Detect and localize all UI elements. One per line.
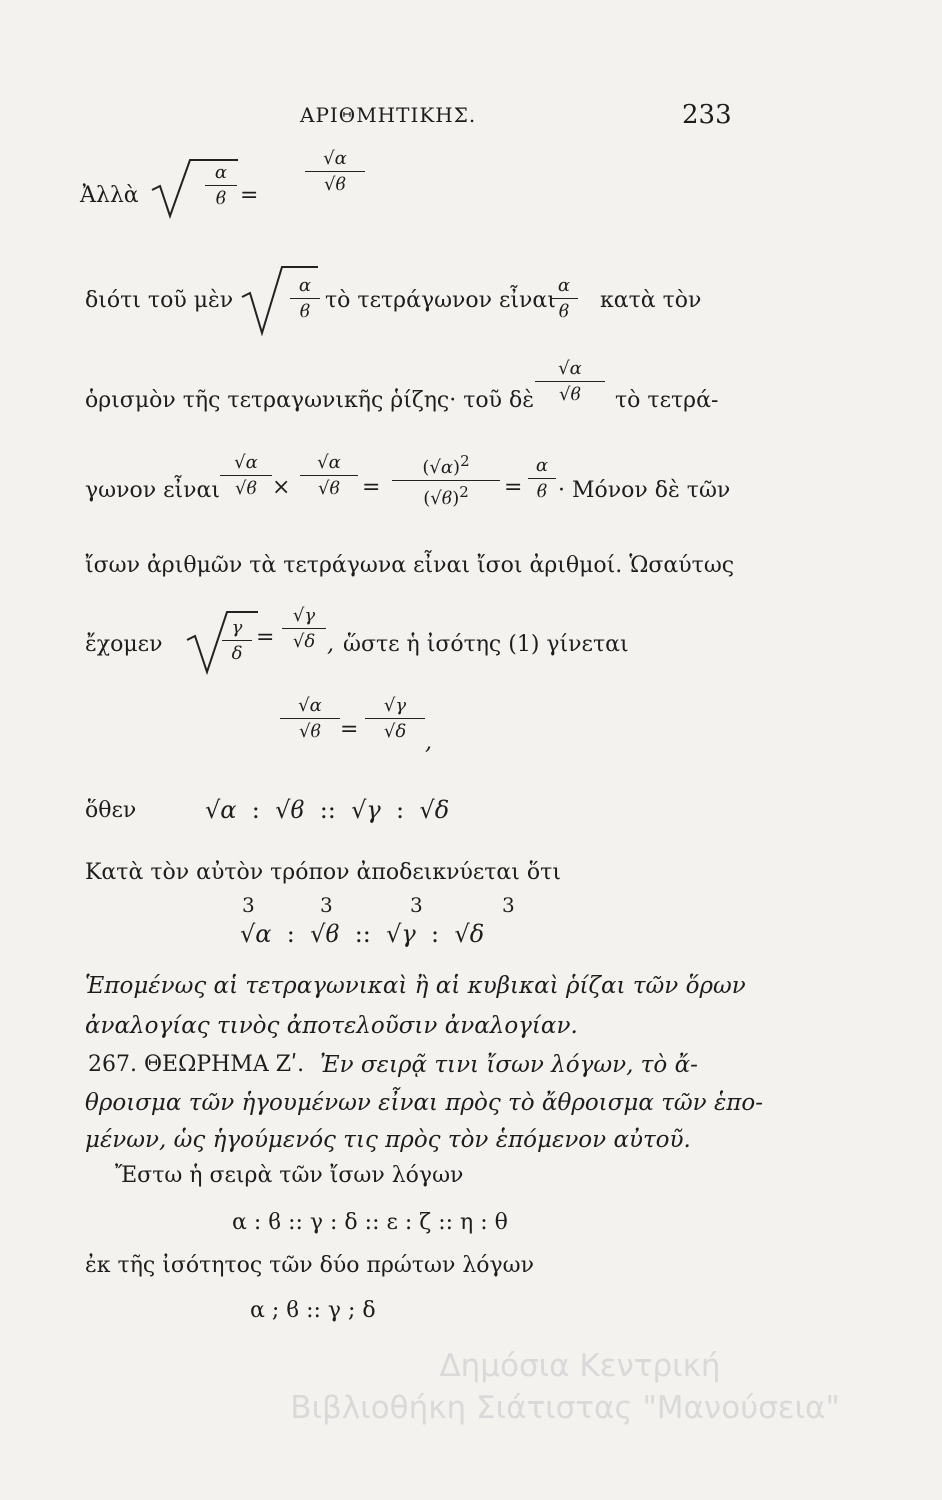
- text-echomen: ἔχομεν: [85, 632, 163, 657]
- text-alla: Ἀλλὰ: [80, 183, 139, 208]
- fraction: [305, 148, 365, 195]
- text-hoste: ὥστε ἡ ἰσότης (1) γίνεται: [343, 632, 629, 657]
- text-monon: · Μόνον δὲ τῶν: [558, 478, 731, 503]
- text-ison-arithmon: ἴσων ἀριθμῶν τὰ τετράγωνα εἶναι ἴσοι ἀριθμοί. Ὡσαύτως: [85, 553, 735, 578]
- text-epomenos-2: ἀναλογίας τινὸς ἀποτελοῦσιν ἀναλογίαν.: [85, 1013, 578, 1039]
- last-equation: α ; ϐ :: γ ; δ: [250, 1298, 376, 1323]
- numerator: α: [528, 455, 556, 479]
- equals-sign: =: [256, 625, 275, 650]
- text-epomenos-1: Ἑπομένως αἱ τετραγωνικαὶ ἢ αἱ κυβικαὶ ῥίζαι τῶν ὅρων: [85, 973, 746, 999]
- fraction: [535, 358, 605, 405]
- root-index: 3: [410, 893, 423, 917]
- fraction: [300, 452, 358, 499]
- watermark-line-1: Δημόσια Κεντρική: [439, 1348, 721, 1384]
- text-ek-tis: ἐκ τῆς ἰσότητος τῶν δύο πρώτων λόγων: [85, 1253, 534, 1278]
- denominator: √ϐ: [559, 384, 581, 405]
- equals-sign: =: [362, 475, 381, 500]
- text-gonon: γωνον εἶναι: [85, 478, 220, 503]
- denominator: √ϐ: [235, 478, 257, 499]
- text-to-tetra: τὸ τετρά-: [615, 388, 719, 413]
- root-index: 3: [320, 893, 333, 917]
- text-kata-ton-auton: Κατὰ τὸν αὐτὸν τρόπον ἀποδεικνύεται ὅτι: [85, 860, 561, 885]
- running-header: ΑΡΙΘΜΗΤΙΚΗΣ.: [300, 103, 477, 127]
- text-theorem-3: μένων, ὡς ἡγούμενός τις πρὸς τὸν ἑπόμενον αὐτοῦ.: [85, 1127, 691, 1153]
- page-number: 233: [682, 100, 732, 130]
- fraction: [365, 695, 425, 742]
- denominator: ϐ: [536, 481, 548, 502]
- series-equation: α : ϐ :: γ : δ :: ε : ζ :: η : θ: [232, 1210, 508, 1235]
- numerator: α: [205, 162, 237, 186]
- fraction: [220, 452, 272, 499]
- fraction: [280, 695, 340, 742]
- text-kata-ton: κατὰ τὸν: [600, 288, 702, 313]
- theorem-number: 267. ΘΕΩΡΗΜΑ Ζʹ.: [88, 1052, 305, 1077]
- numerator: α: [290, 275, 320, 299]
- numerator: α: [550, 275, 578, 299]
- text-orismon: ὁρισμὸν τῆς τετραγωνικῆς ῥίζης· τοῦ δὲ: [85, 388, 535, 413]
- text-tetragonon: τὸ τετράγωνον εἶναι: [325, 288, 556, 313]
- equals-sign: =: [340, 717, 359, 742]
- times-sign: ×: [272, 475, 291, 500]
- numerator: √γ: [282, 605, 326, 629]
- text-dioti: διότι τοῦ μὲν: [85, 288, 234, 313]
- numerator: √α: [280, 695, 340, 719]
- text-esto: Ἔστω ἡ σειρὰ τῶν ἴσων λόγων: [115, 1163, 464, 1188]
- denominator: √ϐ: [299, 721, 321, 742]
- equals-sign: =: [240, 183, 259, 208]
- fraction: [550, 275, 578, 322]
- text-theorem-1: Ἐν σειρᾷ τινι ἴσων λόγων, τὸ ἄ-: [320, 1052, 698, 1078]
- numerator: γ: [222, 617, 252, 641]
- fraction: [205, 162, 237, 209]
- numerator: √γ: [365, 695, 425, 719]
- numerator: √α: [300, 452, 358, 476]
- denominator: √ϐ: [324, 174, 346, 195]
- fraction: [222, 617, 252, 664]
- equals-sign: =: [504, 475, 523, 500]
- fraction: [282, 605, 326, 652]
- watermark-line-2: Βιβλιοθήκη Σιάτιστας "Μανούσεια": [290, 1390, 840, 1426]
- fraction: [392, 452, 500, 509]
- denominator: √δ: [383, 721, 407, 742]
- denominator: √δ: [292, 631, 316, 652]
- denominator: √ϐ: [318, 478, 340, 499]
- comma: ,: [327, 632, 334, 657]
- text-theorem-2: θροισμα τῶν ἡγουμένων εἶναι πρὸς τὸ ἄθροισμα τῶν ἑπο-: [85, 1090, 764, 1116]
- denominator: δ: [231, 643, 243, 664]
- comma: ,: [425, 730, 432, 755]
- numerator: $(√\alpha)^2$: [392, 452, 500, 481]
- root-index: 3: [242, 893, 255, 917]
- denominator: ϐ: [299, 301, 311, 322]
- numerator: √α: [305, 148, 365, 172]
- proportion-sqrt: √α : √ϐ :: √γ : √δ: [205, 796, 450, 824]
- denominator: ϐ: [215, 188, 227, 209]
- proportion-cube-root: √α : √ϐ :: √γ : √δ: [240, 920, 485, 948]
- numerator: √α: [220, 452, 272, 476]
- text-hothen: ὅθεν: [85, 798, 137, 823]
- fraction: [290, 275, 320, 322]
- root-index: 3: [502, 893, 515, 917]
- numerator: √α: [535, 358, 605, 382]
- fraction: [528, 455, 556, 502]
- denominator: $(√ϐ)^2$: [423, 483, 469, 509]
- denominator: ϐ: [558, 301, 570, 322]
